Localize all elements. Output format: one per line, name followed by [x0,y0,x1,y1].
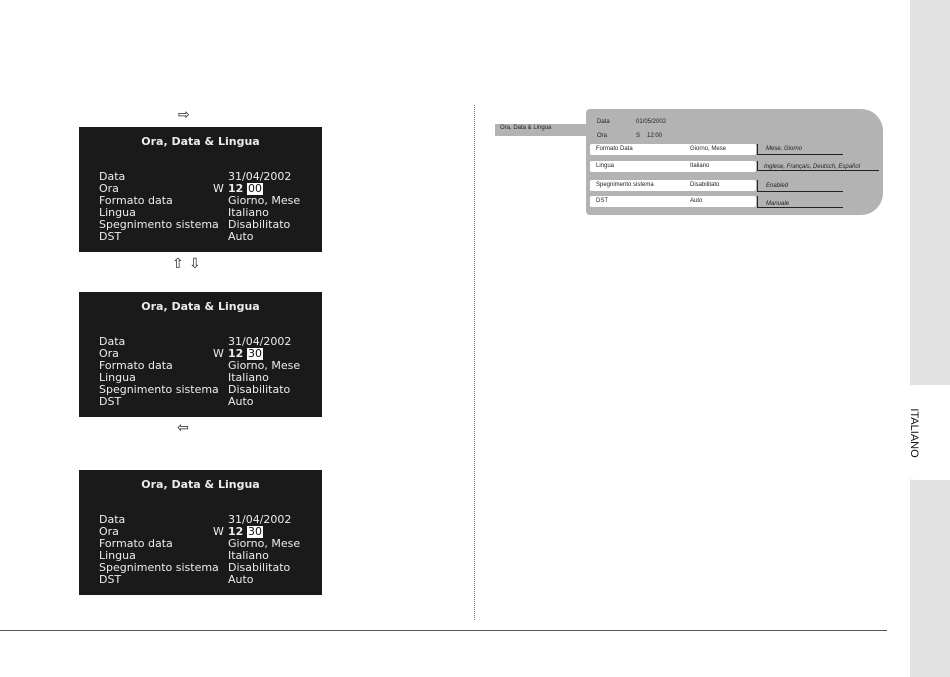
osd-row-dst [99,574,313,586]
sidebar-strip [910,0,950,677]
osd-value: Giorno, Mese [228,194,301,207]
right-arrow-icon: ⇨ [178,107,190,123]
osd-value: Disabilitato [228,218,291,231]
osd-hour: 12 [228,347,244,360]
osd-label: Lingua [99,549,136,562]
osd-row-dst [99,396,313,408]
osd-hour: 12 [228,525,244,538]
osd-label: Ora [99,347,119,360]
osd-title: Ora, Data & Lingua [141,478,260,491]
menu-item-lingua[interactable] [590,161,756,172]
language-tab-label: ITALIANO [908,408,920,458]
osd-label: Formato data [99,194,173,207]
osd-value: Auto [228,573,254,586]
osd-value: Auto [228,230,254,243]
osd-value: Auto [228,395,254,408]
osd-value: 31/04/2002 [228,170,292,183]
osd-title: Ora, Data & Lingua [141,135,260,148]
up-arrow-icon: ⇧ [172,256,184,272]
osd-weekday: W [213,347,224,360]
osd-row-data [99,171,313,183]
options-lingua: Inglese, Français, Deutsch, Español [764,164,861,170]
osd-label: DST [99,395,122,408]
menu-item-label: Spegnimento sistema [596,182,654,188]
menu-item-label: DST [596,198,608,204]
osd-label: Spegnimento sistema [99,561,219,574]
osd-value: Italiano [228,206,269,219]
osd-label: Formato data [99,359,173,372]
osd-label: Ora [99,182,119,195]
osd-label: Spegnimento sistema [99,218,219,231]
bottom-rule [0,630,887,631]
menu-item-value: Auto [690,198,703,204]
info-label-data: Data [597,119,610,125]
osd-screen-1 [79,127,322,252]
osd-label: Ora [99,525,119,538]
menu-item-dst[interactable] [590,196,756,207]
osd-label: Data [99,170,126,183]
column-divider [474,105,475,620]
osd-label: DST [99,573,122,586]
osd-label: Formato data [99,537,173,550]
osd-label: Data [99,513,126,526]
osd-label: Lingua [99,371,136,384]
osd-value: 31/04/2002 [228,335,292,348]
osd-row-data [99,514,313,526]
osd-value: Italiano [228,549,269,562]
osd-row-dst [99,231,313,243]
menu-item-label: Formato Data [596,146,633,152]
osd-minute-selected: 30 [248,525,262,538]
options-formato-data: Mese, Giorno [766,146,803,152]
menu-item-value: Italiano [690,163,710,169]
osd-row-spegnimento [99,384,313,396]
down-arrow-icon: ⇩ [189,256,201,272]
options-spegnimento: Enabled [766,183,789,189]
osd-value: 31/04/2002 [228,513,292,526]
menu-item-value: Giorno, Mese [690,146,727,152]
osd-label: DST [99,230,122,243]
osd-hour: 12 [228,182,244,195]
menu-item-label: Lingua [596,163,615,169]
osd-label: Spegnimento sistema [99,383,219,396]
osd-screen-3 [79,470,322,595]
osd-row-data [99,336,313,348]
info-day-ora: S [636,133,641,139]
osd-row-spegnimento [99,219,313,231]
osd-label: Data [99,335,126,348]
osd-minute-selected: 00 [248,182,262,195]
info-label-ora: Ora [597,133,608,139]
osd-row-spegnimento [99,562,313,574]
osd-value: Giorno, Mese [228,359,301,372]
osd-weekday: W [213,525,224,538]
osd-minute-selected: 30 [248,347,262,360]
osd-value: Italiano [228,371,269,384]
info-time-ora: 12:00 [647,133,663,139]
osd-label: Lingua [99,206,136,219]
info-value-data: 01/05/2002 [636,119,667,125]
menu-item-value: Disabilitato [690,182,720,188]
osd-value: Disabilitato [228,561,291,574]
osd-value: Giorno, Mese [228,537,301,550]
osd-screen-2 [79,292,322,417]
osd-weekday: W [213,182,224,195]
options-dst: Manuale [766,201,790,207]
language-tab [893,385,950,480]
osd-value: Disabilitato [228,383,291,396]
osd-title: Ora, Data & Lingua [141,300,260,313]
menu-item-spegnimento[interactable] [590,180,756,191]
menu-item-formato-data[interactable] [590,144,756,155]
menu-tab-label: Ora, Data & Lingua [500,125,552,131]
left-arrow-icon: ⇦ [177,420,189,436]
